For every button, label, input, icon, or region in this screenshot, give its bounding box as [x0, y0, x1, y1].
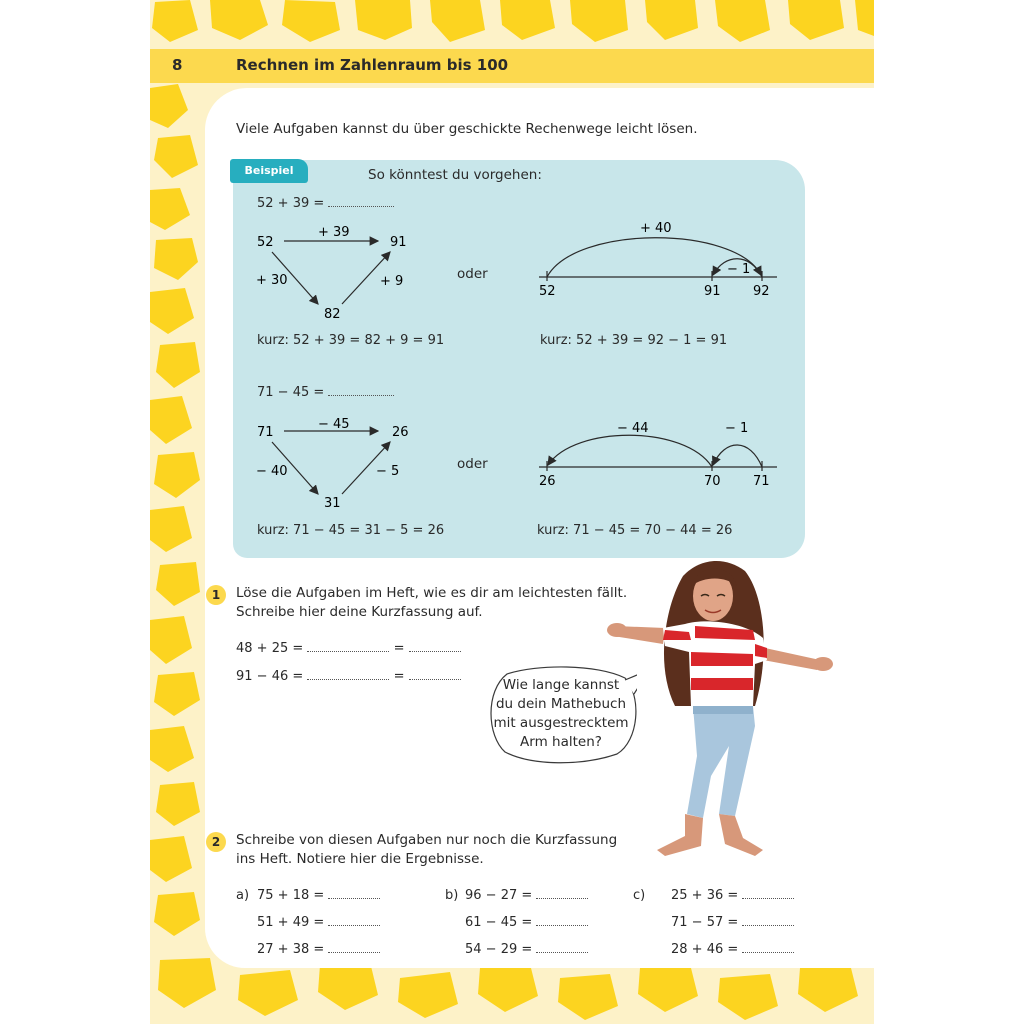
- exercise2-task: 25 + 36 =: [671, 888, 794, 903]
- task2-start: 71: [257, 425, 274, 440]
- task1-top-op: + 39: [318, 225, 350, 240]
- girl-illustration: [605, 556, 845, 866]
- exercise1-number-badge: 1: [206, 585, 226, 605]
- exercise2-number-badge: 2: [206, 832, 226, 852]
- task1-triangle-diagram: [250, 220, 430, 324]
- task2-end: 26: [392, 425, 409, 440]
- exercise1-row: 48 + 25 = =: [236, 641, 461, 656]
- task1-start: 52: [257, 235, 274, 250]
- task2-right-op: − 5: [376, 464, 400, 479]
- exercise2-task: 27 + 38 =: [257, 942, 380, 957]
- task2-line-label: 70: [704, 474, 721, 489]
- task2-left-op: − 40: [256, 464, 288, 479]
- task1-number-line: [535, 215, 785, 305]
- task2-prompt: 71 − 45 =: [257, 385, 394, 400]
- task1-or: oder: [457, 266, 488, 282]
- exercise2-col-label: a): [236, 888, 250, 903]
- exercise2-text-line2: ins Heft. Notiere hier die Ergebnisse.: [236, 851, 484, 867]
- task1-left-op: + 30: [256, 273, 288, 288]
- exercise2-text-line1: Schreibe von diesen Aufgaben nur noch die Kurzfassung: [236, 832, 618, 848]
- task1-line-small-op: − 1: [727, 262, 751, 277]
- speech-bubble-text: Wie lange kannst du dein Mathebuch mit ausgestrecktem Arm halten?: [493, 677, 629, 750]
- task1-right-op: + 9: [380, 274, 404, 289]
- exercise2-task: 54 − 29 =: [465, 942, 588, 957]
- task1-line-big-op: + 40: [640, 221, 672, 236]
- exercise2-task: 51 + 49 =: [257, 915, 380, 930]
- task1-short: kurz: 52 + 39 = 82 + 9 = 91: [257, 333, 445, 348]
- exercise2-task: 61 − 45 =: [465, 915, 588, 930]
- task2-short: kurz: 71 − 45 = 31 − 5 = 26: [257, 523, 445, 538]
- exercise2-task: 96 − 27 =: [465, 888, 588, 903]
- task1-line-label: 92: [753, 284, 770, 299]
- task2-line-small-op: − 1: [725, 421, 749, 436]
- exercise2-task: 75 + 18 =: [257, 888, 380, 903]
- task1-bottom: 82: [324, 307, 341, 322]
- exercise2-col-label: b): [445, 888, 459, 903]
- intro-text: Viele Aufgaben kannst du über geschickte Rechenwege leicht lösen.: [236, 121, 698, 137]
- task2-line-label: 71: [753, 474, 770, 489]
- task1-prompt: 52 + 39 =: [257, 196, 394, 211]
- exercise1-text-line1: Löse die Aufgaben im Heft, wie es dir am leichtesten fällt.: [236, 585, 628, 601]
- exercise2-task: 28 + 46 =: [671, 942, 794, 957]
- task2-or: oder: [457, 456, 488, 472]
- task1-line-label: 52: [539, 284, 556, 299]
- task2-number-line: [535, 410, 785, 495]
- task2-line-label: 26: [539, 474, 556, 489]
- exercise1-text-line2: Schreibe hier deine Kurzfassung auf.: [236, 604, 483, 620]
- task1-end: 91: [390, 235, 407, 250]
- exercise2-task: 71 − 57 =: [671, 915, 794, 930]
- task2-bottom: 31: [324, 496, 341, 511]
- task2-triangle-diagram: [250, 410, 430, 514]
- task2-line-short: kurz: 71 − 45 = 70 − 44 = 26: [537, 523, 733, 538]
- task2-line-big-op: − 44: [617, 421, 649, 436]
- example-heading: So könntest du vorgehen:: [368, 167, 542, 183]
- task1-line-short: kurz: 52 + 39 = 92 − 1 = 91: [540, 333, 728, 348]
- exercise1-row: 91 − 46 = =: [236, 669, 461, 684]
- page-title: Rechnen im Zahlenraum bis 100: [236, 56, 509, 74]
- example-tag: Beispiel: [230, 159, 308, 183]
- page-number: 8: [172, 56, 183, 74]
- task1-line-label: 91: [704, 284, 721, 299]
- exercise2-col-label: c): [633, 888, 646, 903]
- task2-top-op: − 45: [318, 417, 350, 432]
